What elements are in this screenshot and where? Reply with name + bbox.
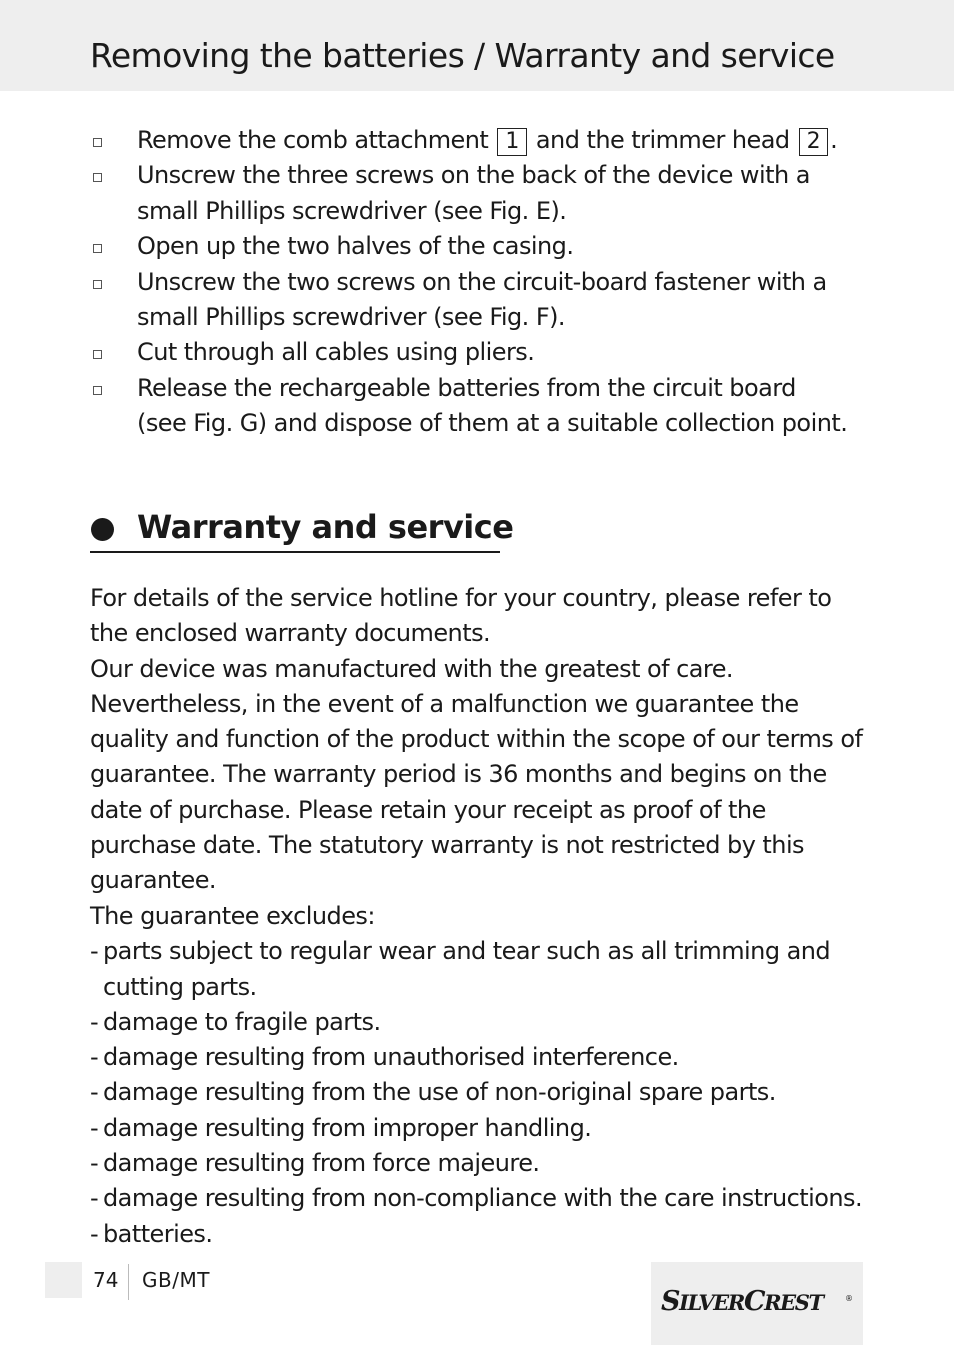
step-item: Remove the comb attachment 1 and the trimmer head 2 . xyxy=(90,123,870,158)
footer-marker xyxy=(45,1262,82,1298)
list-item: - damage to fragile parts. xyxy=(90,1007,381,1036)
list-item: - batteries. xyxy=(90,1219,213,1248)
list-item: - damage resulting from improper handling. xyxy=(90,1113,592,1142)
step-item: Unscrew the two screws on the circuit-board fastener with a small Phillips screwdriver (see Fig. F). xyxy=(90,265,870,336)
section-heading xyxy=(90,505,514,553)
footer-divider xyxy=(128,1264,129,1300)
list-item: - damage resulting from non-compliance with the care instructions. xyxy=(90,1184,863,1213)
step-list xyxy=(90,123,870,442)
list-item: - damage resulting from force majeure. xyxy=(90,1149,540,1178)
locale-label: GB/MT xyxy=(142,1268,210,1292)
exclusions-intro: The guarantee excludes: xyxy=(90,902,375,930)
page-number: 74 xyxy=(93,1268,119,1292)
exclusions-block xyxy=(90,899,870,1252)
ref-number-box: 2 xyxy=(799,128,828,156)
step-item: Unscrew the three screws on the back of the device with a small Phillips screwdriver (see Fig. E). xyxy=(90,158,870,229)
page-title: Removing the batteries / Warranty and service xyxy=(90,36,835,75)
registered-mark: ® xyxy=(845,1294,853,1303)
filled-circle-bullet-icon xyxy=(91,518,114,541)
step-item: Open up the two halves of the casing. xyxy=(90,229,870,264)
brand-logo xyxy=(651,1262,863,1345)
list-item: - parts subject to regular wear and tear such as all trimming and cutting parts. xyxy=(90,937,831,1001)
list-item: - damage resulting from the use of non-original spare parts. xyxy=(90,1078,776,1107)
step-item: Cut through all cables using pliers. xyxy=(90,335,870,370)
list-item: - damage resulting from unauthorised interference. xyxy=(90,1043,679,1072)
checkbox-bullet-icon xyxy=(93,244,102,253)
brand-logo-text: SILVERCREST xyxy=(661,1286,823,1317)
section-heading-label: Warranty and service xyxy=(137,508,514,546)
paragraph: For details of the service hotline for your country, please refer to the enclosed warranty documents. xyxy=(90,584,832,648)
checkbox-bullet-icon xyxy=(93,350,102,359)
checkbox-bullet-icon xyxy=(93,138,102,147)
checkbox-bullet-icon xyxy=(93,280,102,289)
checkbox-bullet-icon xyxy=(93,386,102,395)
paragraph: Our device was manufactured with the greatest of care. Nevertheless, in the event of a malfunction we guarantee the quality and function of the product within the scope of our terms of guarantee. The warranty period is 36 months and begins on the date of purchase. Please retain your receipt as proof of the purchase date. The statutory warranty is not restricted by this guarantee. xyxy=(90,654,863,895)
checkbox-bullet-icon xyxy=(93,173,102,182)
warranty-body xyxy=(90,581,870,899)
exclusions-list xyxy=(90,934,870,1252)
ref-number-box: 1 xyxy=(497,128,526,156)
step-item: Release the rechargeable batteries from the circuit board (see Fig. G) and dispose of them at a suitable collection point. xyxy=(90,371,870,442)
